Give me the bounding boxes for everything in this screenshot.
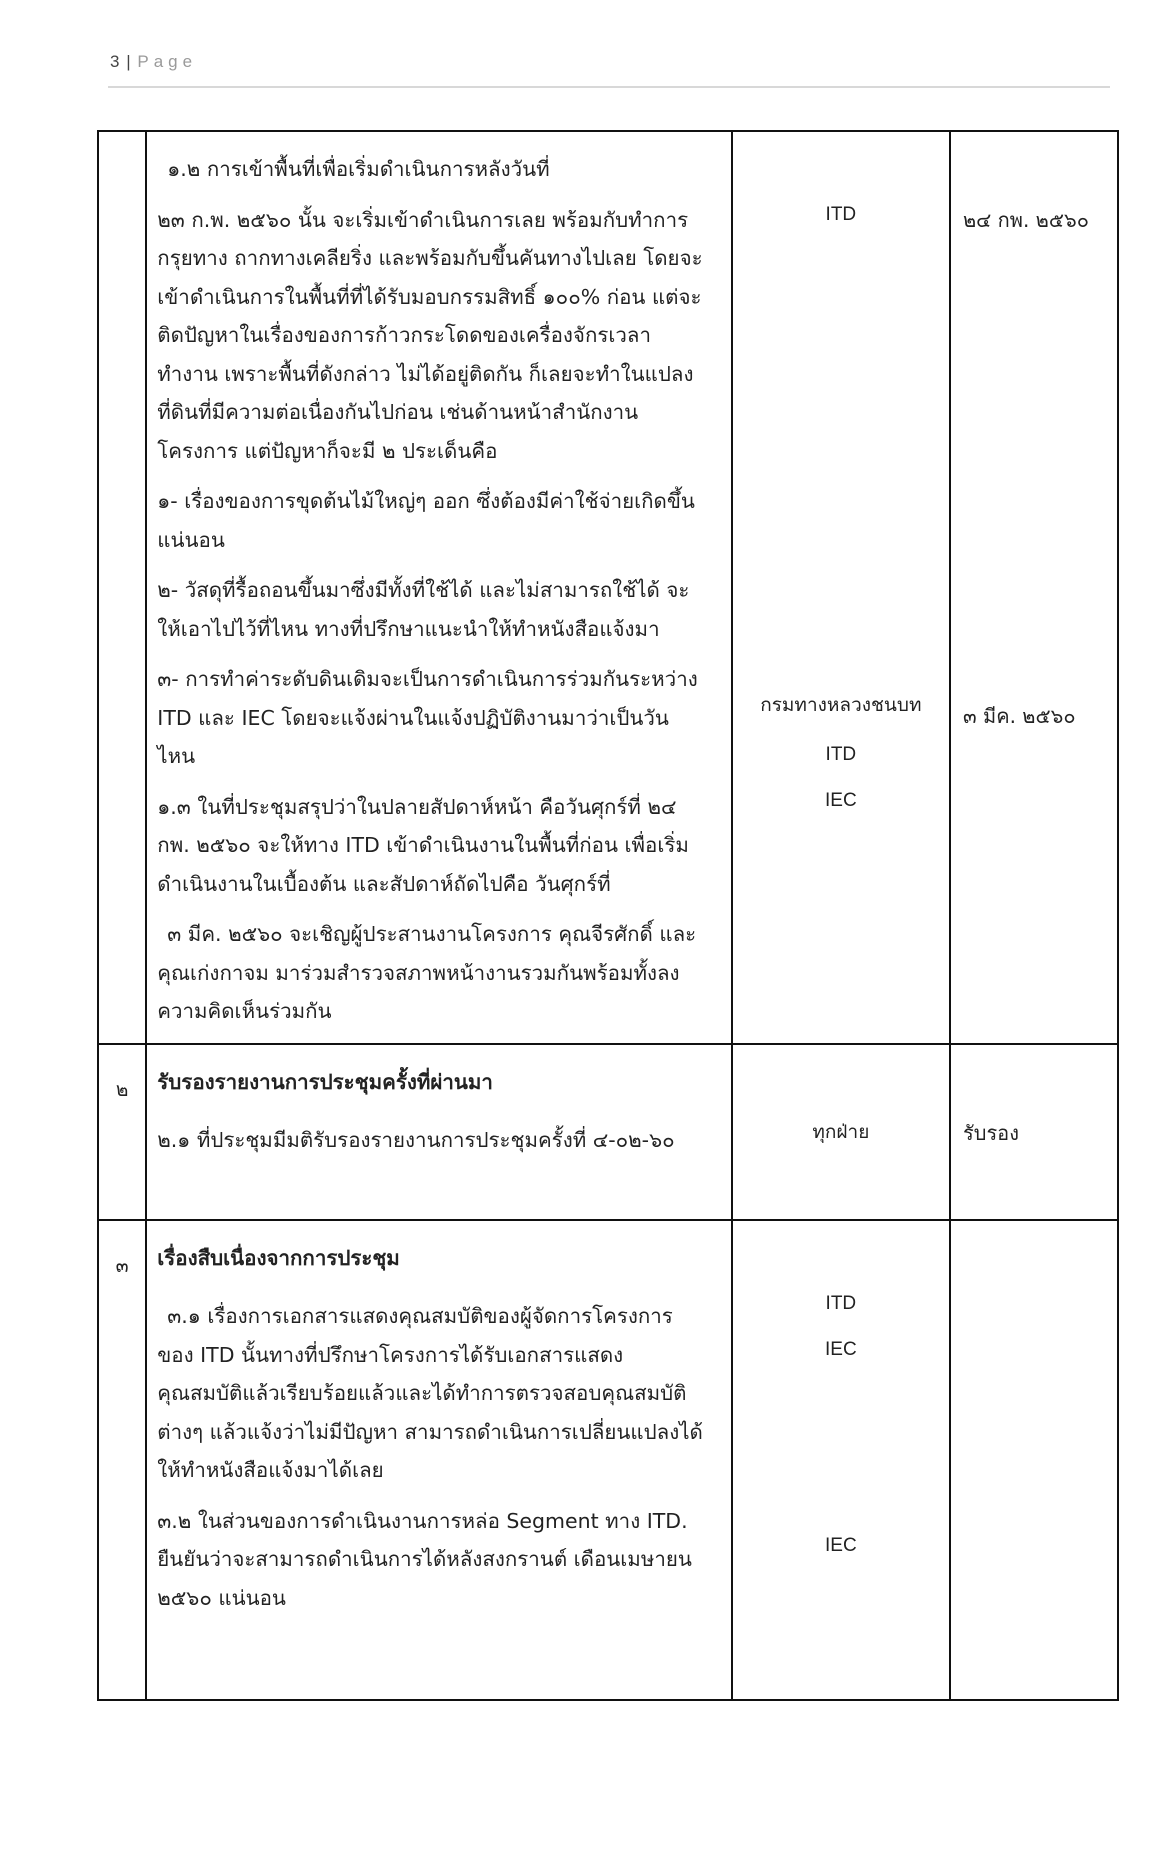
agenda-heading: รับรองรายงานการประชุมครั้งที่ผ่านมา bbox=[157, 1069, 493, 1094]
detail-paragraph: ๒- วัสดุที่รื้อถอนขึ้นมาซึ่งมีทั้งที่ใช้ได้ และไม่สามารถใช้ได้ จะให้เอาไปไว้ที่ไหน ทางที่ปรึกษาแนะนำให้ทำหนังสือแจ้งมา bbox=[157, 578, 690, 641]
responsible-entry: กรมทางหลวงชนบท bbox=[760, 695, 922, 716]
agenda-number bbox=[98, 131, 146, 1044]
table-row bbox=[98, 1044, 1118, 1220]
due-status: รับรอง bbox=[963, 1120, 1019, 1145]
responsible-entry: ITD bbox=[825, 1292, 857, 1314]
header-rule bbox=[108, 86, 1110, 88]
page-header bbox=[110, 52, 197, 72]
responsible-entry: ทุกฝ่าย bbox=[812, 1121, 870, 1143]
table-row bbox=[98, 131, 1118, 1044]
agenda-detail bbox=[146, 1220, 731, 1700]
responsible-entry: IEC bbox=[825, 1534, 857, 1556]
agenda-detail bbox=[146, 131, 731, 1044]
responsible-entry: ITD bbox=[825, 204, 857, 225]
due-date: ๒๔ กพ. ๒๕๖๐ bbox=[963, 208, 1089, 232]
responsible-cell bbox=[732, 1220, 950, 1700]
responsible-entry: IEC bbox=[825, 1338, 857, 1360]
page-header-separator: | bbox=[126, 52, 132, 71]
detail-paragraph: ๑- เรื่องของการขุดต้นไม้ใหญ่ๆ ออก ซึ่งต้องมีค่าใช้จ่ายเกิดขึ้นแน่นอน bbox=[157, 489, 695, 552]
responsible-cell bbox=[732, 131, 950, 1044]
minutes-table bbox=[97, 130, 1119, 1701]
due-cell bbox=[950, 131, 1118, 1044]
detail-paragraph: ๑.๒ การเข้าพื้นที่เพื่อเริ่มดำเนินการหลังวันที่ bbox=[167, 157, 550, 181]
detail-paragraph: ๓ มีค. ๒๕๖๐ จะเชิญผู้ประสานงานโครงการ คุณจีรศักดิ์ และคุณเก่งกาจม มาร่วมสำรวจสภาพหน้างานรวมกันพร้อมทั้งลงความคิดเห็นร่วมกัน bbox=[157, 922, 697, 1023]
detail-paragraph: ๓.๑ เรื่องการเอกสารแสดงคุณสมบัติของผู้จัดการโครงการของ ITD นั้นทางที่ปรึกษาโครงการได้รับเอกสารแสดงคุณสมบัติแล้วเรียบร้อยแล้วและได้ทำการตรวจสอบคุณสมบัติต่างๆ แล้วแจ้งว่าไม่มีปัญหา สามารถดำเนินการเปลี่ยนแปลงได้ ให้ทำหนังสือแจ้งมาได้เลย bbox=[157, 1304, 703, 1482]
page-number: 3 bbox=[110, 52, 121, 71]
agenda-number: ๓ bbox=[98, 1220, 146, 1700]
responsible-cell bbox=[732, 1044, 950, 1220]
detail-paragraph: ๓.๒ ในส่วนของการดำเนินงานการหล่อ Segment ทาง ITD. ยืนยันว่าจะสามารถดำเนินการได้หลังสงกรานต์ เดือนเมษายน ๒๕๖๐ แน่นอน bbox=[157, 1508, 692, 1610]
due-cell bbox=[950, 1220, 1118, 1700]
due-cell bbox=[950, 1044, 1118, 1220]
agenda-heading: เรื่องสืบเนื่องจากการประชุม bbox=[157, 1245, 400, 1270]
page-word: Page bbox=[137, 52, 198, 71]
detail-paragraph: ๒.๑ ที่ประชุมมีมติรับรองรายงานการประชุมครั้งที่ ๔-๐๒-๖๐ bbox=[157, 1128, 675, 1152]
responsible-entry: IEC bbox=[825, 790, 857, 811]
detail-paragraph: ๑.๓ ในที่ประชุมสรุปว่าในปลายสัปดาห์หน้า คือวันศุกร์ที่ ๒๔ กพ. ๒๕๖๐ จะให้ทาง ITD เข้าดำเนินงานในพื้นที่ก่อน เพื่อเริ่มดำเนินงานในเบื้องต้น และสัปดาห์ถัดไปคือ วันศุกร์ที่ bbox=[157, 794, 689, 896]
table-row bbox=[98, 1220, 1118, 1700]
due-date: ๓ มีค. ๒๕๖๐ bbox=[963, 704, 1076, 728]
responsible-entry: ITD bbox=[825, 744, 857, 765]
detail-paragraph: ๓- การทำค่าระดับดินเดิมจะเป็นการดำเนินการร่วมกันระหว่าง ITD และ IEC โดยจะแจ้งผ่านในแจ้งปฏิบัติงานมาว่าเป็นวันไหน bbox=[157, 667, 698, 768]
agenda-number: ๒ bbox=[98, 1044, 146, 1220]
agenda-detail bbox=[146, 1044, 731, 1220]
detail-paragraph: ๒๓ ก.พ. ๒๕๖๐ นั้น จะเริ่มเข้าดำเนินการเลย พร้อมกับทำการกรุยทาง ถากทางเคลียริ่ง และพร้อมกับขึ้นคันทางไปเลย โดยจะเข้าดำเนินการในพื้นที่ที่ได้รับมอบกรรมสิทธิ์ ๑๐๐% ก่อน แต่จะติดปัญหาในเรื่องของการก้าวกระโดดของเครื่องจักรเวลาทำงาน เพราะพื้นที่ดังกล่าว ไม่ได้อยู่ติดกัน ก็เลยจะทำในแปลงที่ดินที่มีความต่อเนื่องกันไปก่อน เช่นด้านหน้าสำนักงานโครงการ แต่ปัญหาก็จะมี ๒ ประเด็นคือ bbox=[157, 207, 703, 463]
